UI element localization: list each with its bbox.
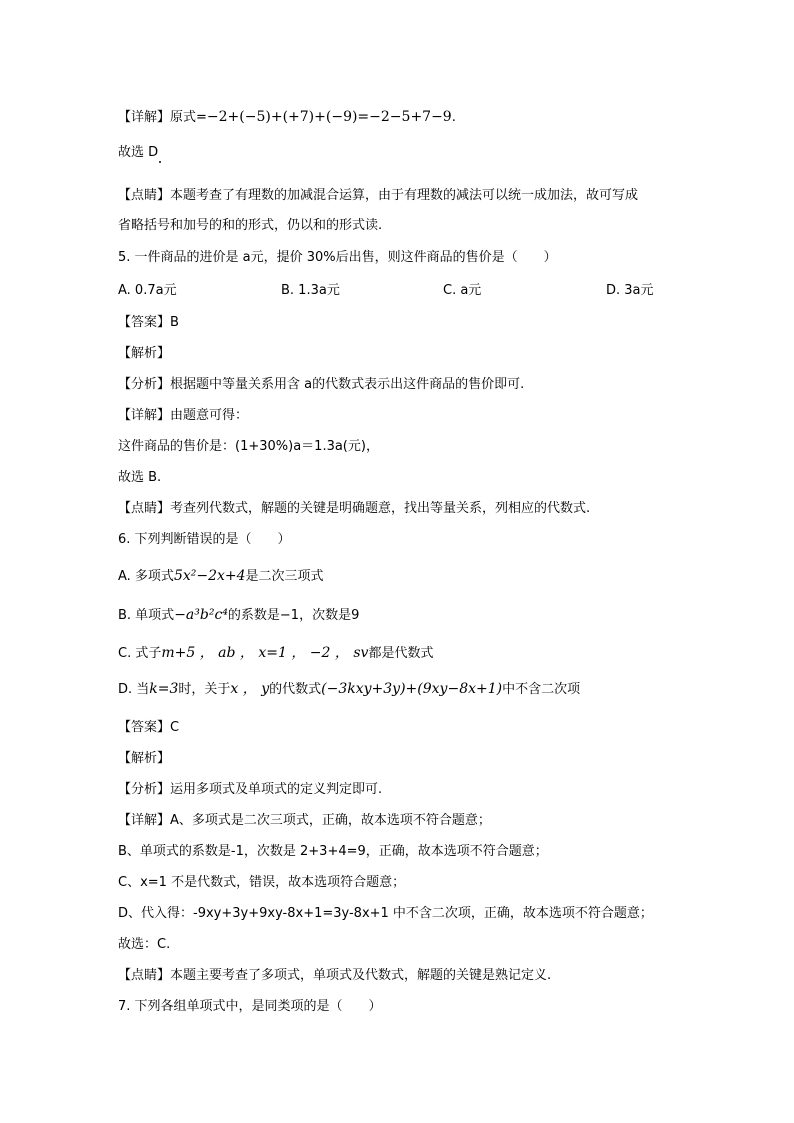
q6-comment-line [118, 966, 551, 986]
option-c-expression: m+5 ， ab ， x=1 ， −2 ， sv [161, 645, 369, 661]
option-b-text: 的系数是−1，次数是9 [227, 608, 360, 623]
q6-option-a [118, 566, 324, 587]
q5-comment-line [118, 499, 590, 519]
option-d-variables: x ， y [230, 681, 270, 697]
q6-detail-line-a [118, 811, 491, 831]
q6-option-c [118, 643, 433, 664]
q5-answer: 【答案】B [118, 315, 179, 330]
q5-option-a: A. 0.7a元 [118, 283, 177, 298]
detail-prefix: 原式= [170, 110, 207, 125]
q7-stem: 7. 下列各组单项式中，是同类项的是（ ） [118, 999, 382, 1014]
fenxi-text: 根据题中等量关系用含 a的代数式表示出这件商品的售价即可. [170, 377, 525, 392]
q6-option-b [118, 605, 359, 626]
detail-text: 由题意可得： [170, 408, 249, 423]
detail-tag: 【详解】 [118, 408, 171, 423]
stray-dot [159, 161, 161, 163]
q6-answer: 【答案】C [118, 720, 180, 735]
q6-fenxi-line [118, 780, 382, 800]
fenxi-tag: 【分析】 [118, 782, 171, 797]
q5-option-c: C. a元 [443, 283, 482, 298]
comment-text: 本题主要考查了多项式，单项式及代数式，解题的关键是熟记定义. [170, 968, 552, 983]
option-c-label: C. 式子 [118, 646, 162, 661]
q6-detail-line-c: C、x=1 不是代数式，错误，故本选项符合题意； [118, 875, 406, 890]
q6-stem: 6. 下列判断错误的是（ ） [118, 532, 291, 547]
fenxi-text: 运用多项式及单项式的定义判定即可. [170, 782, 383, 797]
option-c-text: 都是代数式 [368, 646, 434, 661]
option-d-text-2: 的代数式 [269, 682, 322, 697]
option-d-text-3: 中不含二次项 [502, 682, 581, 697]
detail-end: . [451, 110, 456, 125]
option-d-expression: (−3kxy+3y)+(9xy−8x+1) [321, 681, 503, 697]
q5-calc: 这件商品的售价是：(1+30%)a＝1.3a(元)， [118, 439, 379, 454]
q6-choose: 故选：C. [118, 937, 171, 952]
q5-choose: 故选 B. [118, 470, 162, 485]
q6-analysis: 【解析】 [118, 751, 171, 766]
option-d-text-1: 时，关于 [178, 682, 231, 697]
comment-tag: 【点睛】 [118, 968, 171, 983]
q5-option-d: D. 3a元 [606, 283, 654, 298]
q4-detail-line [118, 107, 456, 128]
option-d-k: k=3 [149, 681, 179, 697]
comment-text: 本题考查了有理数的加减混合运算，由于有理数的减法可以统一成加法，故可写成 [170, 188, 639, 203]
q6-option-d [118, 679, 580, 700]
q5-option-b: B. 1.3a元 [281, 283, 340, 298]
q4-choose: 故选 D [118, 145, 159, 160]
q5-analysis: 【解析】 [118, 346, 171, 361]
q5-fenxi-line [118, 375, 524, 395]
detail-text-a: A、多项式是二次三项式，正确，故本选项不符合题意； [170, 813, 491, 828]
option-a-text: 是二次三项式 [245, 569, 324, 584]
comment-tag: 【点睛】 [118, 501, 171, 516]
comment-tag: 【点睛】 [118, 188, 171, 203]
option-a-expression: 5x²−2x+4 [173, 568, 246, 584]
q5-stem: 5. 一件商品的进价是 a元，提价 30%后出售，则这件商品的售价是（ ） [118, 250, 557, 265]
q6-detail-line-d: D、代入得：-9xy+3y+9xy-8x+1=3y-8x+1 中不含二次项，正确，故本选项不符合题意； [118, 906, 653, 921]
option-a-label: A. 多项式 [118, 569, 174, 584]
q5-detail-line [118, 406, 248, 426]
q4-comment-line-2: 省略括号和加号的和的形式，仍以和的形式读. [118, 218, 383, 233]
option-d-label: D. 当 [118, 682, 150, 697]
option-b-expression: −a³b²c⁴ [174, 607, 228, 623]
fenxi-tag: 【分析】 [118, 377, 171, 392]
detail-tag: 【详解】 [118, 813, 171, 828]
option-b-label: B. 单项式 [118, 608, 175, 623]
detail-expression: −2+(−5)+(+7)+(−9)=−2−5+7−9 [206, 109, 452, 125]
q4-comment-line-1 [118, 186, 638, 206]
comment-text: 考查列代数式，解题的关键是明确题意，找出等量关系，列相应的代数式. [170, 501, 591, 516]
q6-detail-line-b: B、单项式的系数是-1，次数是 2+3+4=9，正确，故本选项不符合题意； [118, 844, 548, 859]
detail-tag: 【详解】 [118, 110, 171, 125]
